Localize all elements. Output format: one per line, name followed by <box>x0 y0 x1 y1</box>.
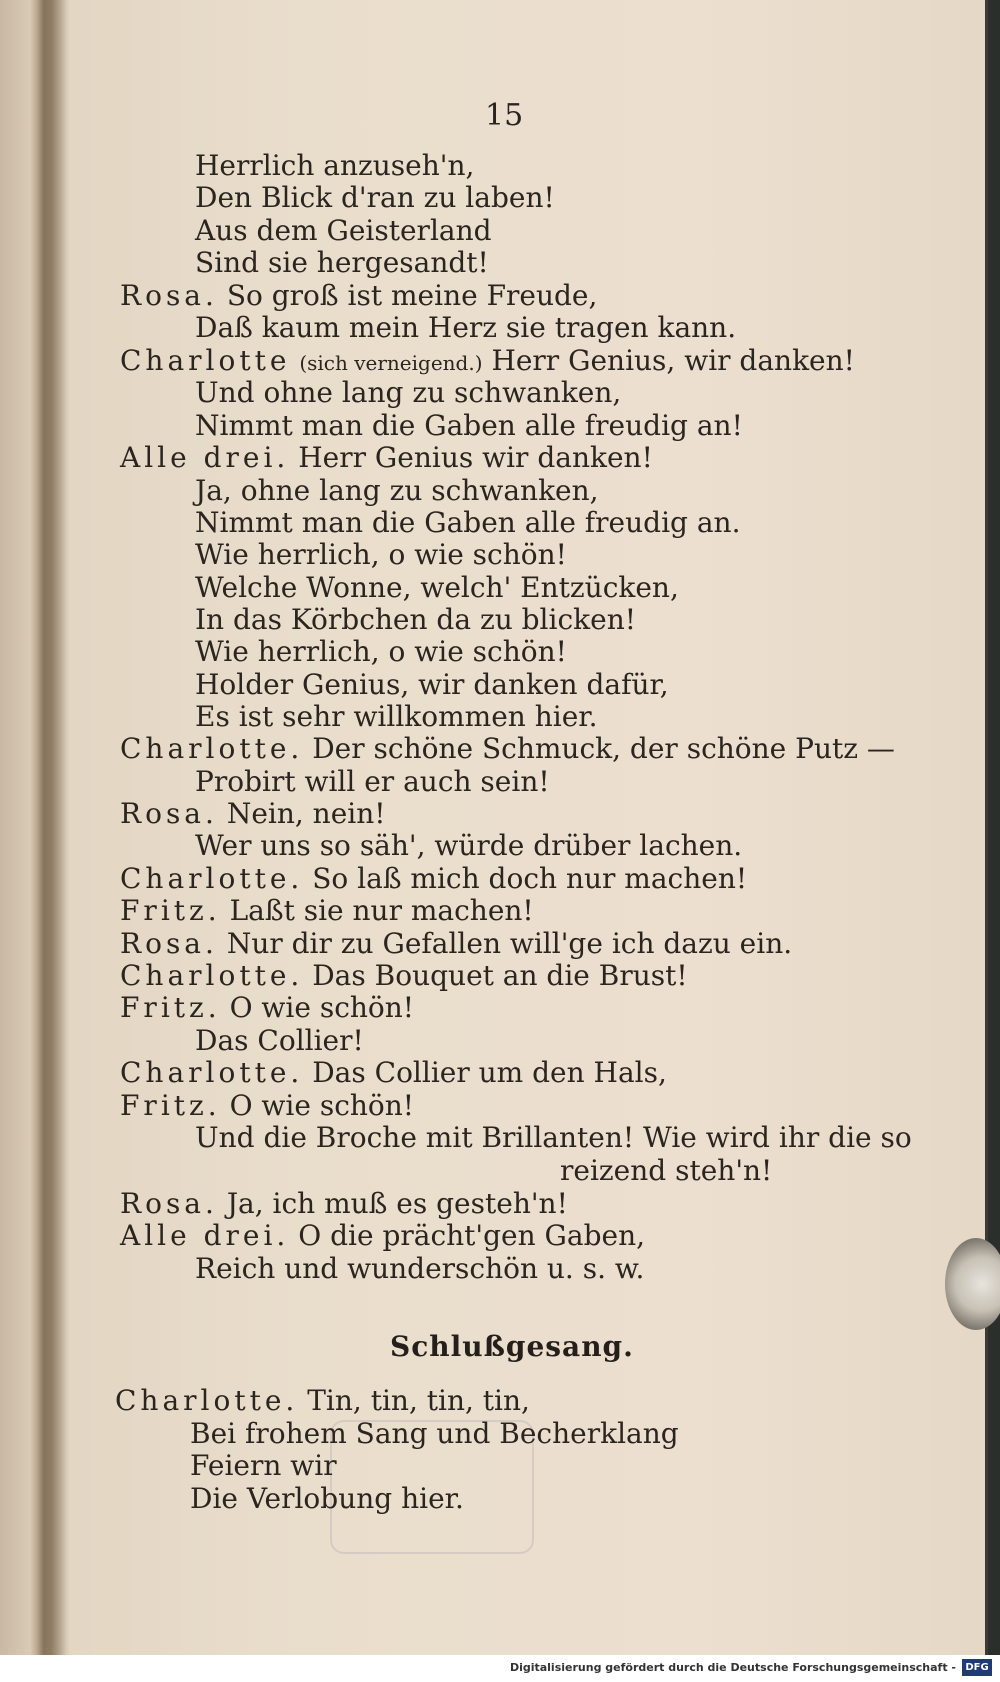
verse-text: In das Körbchen da zu blicken! <box>195 603 636 636</box>
verse-text: Nimmt man die Gaben alle freudig an! <box>195 409 743 442</box>
speaker-name: Fritz. <box>120 1089 221 1122</box>
speaker-name: Alle drei. <box>120 441 290 474</box>
verse-text: Feiern wir <box>190 1449 337 1482</box>
verse-line <box>120 960 688 992</box>
speaker-name: Rosa. <box>120 279 218 312</box>
stage-direction: (sich verneigend.) <box>299 351 483 375</box>
verse-line <box>195 312 736 344</box>
speaker-name: Rosa. <box>120 927 218 960</box>
closing-line <box>190 1418 679 1450</box>
verse-text: Tin, tin, tin, tin, <box>307 1384 530 1417</box>
speaker-name: Charlotte. <box>120 862 304 895</box>
verse-line <box>195 572 679 604</box>
verse-line <box>120 928 792 960</box>
verse-line <box>120 863 747 895</box>
verse-text: Holder Genius, wir danken dafür, <box>195 668 669 701</box>
verse-line <box>120 1220 645 1252</box>
verse-text: Nur dir zu Gefallen will'ge ich dazu ein. <box>226 927 793 960</box>
speaker-name: Alle drei. <box>120 1219 290 1252</box>
verse-line <box>120 992 414 1024</box>
verse-line <box>195 215 492 247</box>
verse-line <box>195 475 599 507</box>
verse-line <box>195 1253 644 1285</box>
verse-text: Und die Broche mit Brillanten! Wie wird ihr die so <box>195 1121 912 1154</box>
binder-clip <box>945 1238 1000 1330</box>
verse-text: Bei frohem Sang und Becherklang <box>190 1417 679 1450</box>
speaker-name: Rosa. <box>120 1187 218 1220</box>
verse-line <box>195 1025 364 1057</box>
verse-text: Wie herrlich, o wie schön! <box>195 538 567 571</box>
footer-credit: Digitalisierung gefördert durch die Deutsche Forschungsgemeinschaft - <box>509 1661 956 1674</box>
verse-text: Das Collier! <box>195 1024 364 1057</box>
verse-line <box>195 1122 912 1154</box>
verse-line <box>120 1057 667 1089</box>
section-heading: Schlußgesang. <box>390 1330 634 1363</box>
verse-text: Der schöne Schmuck, der schöne Putz — <box>312 732 895 765</box>
verse-text: Laßt sie nur machen! <box>229 894 534 927</box>
spine-shadow <box>36 0 66 1655</box>
speaker-name: Charlotte. <box>120 959 304 992</box>
dfg-logo: DFG <box>962 1659 992 1676</box>
page-number: 15 <box>485 98 524 133</box>
verse-text: So groß ist meine Freude, <box>226 279 598 312</box>
verse-line <box>195 539 567 571</box>
verse-line <box>195 766 550 798</box>
closing-line <box>190 1483 464 1515</box>
verse-line <box>120 733 895 765</box>
closing-line <box>115 1385 530 1417</box>
verse-text: O wie schön! <box>229 991 415 1024</box>
verse-text: Wer uns so säh', würde drüber lachen. <box>195 829 743 862</box>
speaker-name: Rosa. <box>120 797 218 830</box>
verse-text: O wie schön! <box>229 1089 415 1122</box>
speaker-name: Charlotte. <box>115 1384 299 1417</box>
verse-text: Es ist sehr willkommen hier. <box>195 700 598 733</box>
verse-line <box>120 1090 414 1122</box>
verse-text: Das Bouquet an die Brust! <box>312 959 688 992</box>
verse-line <box>195 507 740 539</box>
verse-text: reizend steh'n! <box>560 1154 773 1187</box>
verse-line <box>195 150 474 182</box>
verse-text: So laß mich doch nur machen! <box>312 862 748 895</box>
verse-text: Die Verlobung hier. <box>190 1482 464 1515</box>
verse-line <box>120 345 855 379</box>
verse-line <box>120 895 534 927</box>
verse-text: Das Collier um den Hals, <box>312 1056 667 1089</box>
verse-text: Herr Genius wir danken! <box>298 441 653 474</box>
verse-text: Welche Wonne, welch' Entzücken, <box>195 571 679 604</box>
verse-text: Probirt will er auch sein! <box>195 765 550 798</box>
verse-text: Nein, nein! <box>226 797 386 830</box>
verse-line <box>195 669 669 701</box>
verse-text: Reich und wunderschön u. s. w. <box>195 1252 645 1285</box>
speaker-name: Charlotte. <box>120 1056 304 1089</box>
verse-line <box>120 798 386 830</box>
verse-text: Nimmt man die Gaben alle freudig an. <box>195 506 741 539</box>
verse-line <box>195 247 489 279</box>
verse-line <box>195 182 555 214</box>
verse-line <box>195 377 621 409</box>
verse-line <box>120 1188 568 1220</box>
verse-line <box>195 830 742 862</box>
verse-line <box>560 1155 772 1187</box>
speaker-name: Charlotte <box>120 344 291 377</box>
verse-text: Den Blick d'ran zu laben! <box>195 181 555 214</box>
verse-text: Aus dem Geisterland <box>195 214 492 247</box>
verse-text: Herrlich anzuseh'n, <box>195 149 475 182</box>
verse-line <box>195 701 597 733</box>
verse-line <box>120 442 653 474</box>
verse-text: Daß kaum mein Herz sie tragen kann. <box>195 311 737 344</box>
closing-line <box>190 1450 337 1482</box>
verse-line <box>195 604 636 636</box>
speaker-name: Charlotte. <box>120 732 304 765</box>
verse-line <box>195 636 567 668</box>
speaker-name: Fritz. <box>120 894 221 927</box>
verse-text: Wie herrlich, o wie schön! <box>195 635 567 668</box>
footer-bar <box>0 1655 1000 1682</box>
verse-text: Und ohne lang zu schwanken, <box>195 376 622 409</box>
verse-text: Ja, ich muß es gesteh'n! <box>226 1187 568 1220</box>
verse-line <box>120 280 597 312</box>
verse-line <box>195 410 743 442</box>
verse-text: Ja, ohne lang zu schwanken, <box>195 474 599 507</box>
speaker-name: Fritz. <box>120 991 221 1024</box>
verse-text: Sind sie hergesandt! <box>195 246 489 279</box>
verse-text: O die prächt'gen Gaben, <box>298 1219 646 1252</box>
verse-text: Herr Genius, wir danken! <box>491 344 855 377</box>
